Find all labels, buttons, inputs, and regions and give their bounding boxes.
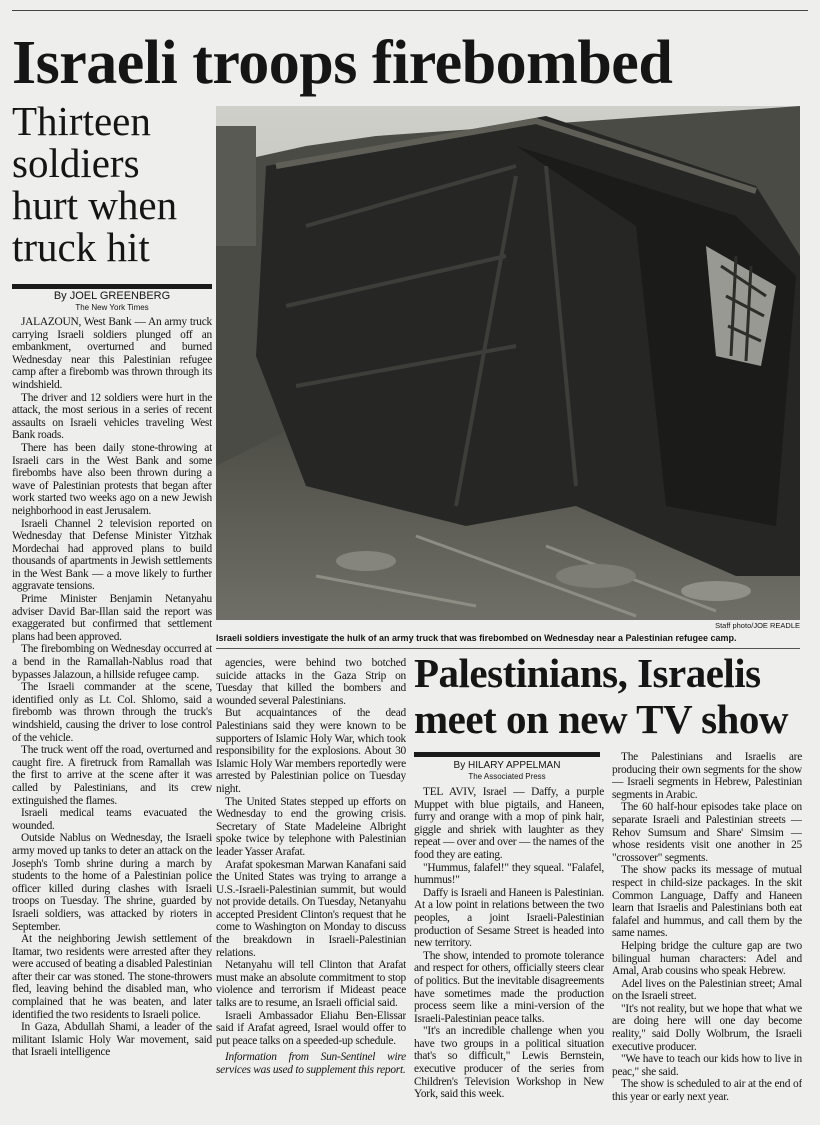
second-byline-block: [414, 759, 600, 782]
paragraph: At the neighboring Jewish settlement of Itamar, two residents were arrested after they were accused of beating a disabled Palestinian after their car was stoned. The stone-throwers fled, leaving behind the disabled man, who complained that he was beaten, and later identified the two residents to Israeli police.: [12, 933, 212, 1021]
wire-services-note: Information from Sun-Sentinel wire services was used to supplement this report.: [216, 1051, 406, 1076]
paragraph: Israeli Channel 2 television reported on Wednesday that Defense Minister Yitzhak Mordechai had approved plans to build thousands of apartments in Jewish settlements in the West Bank — a move likely to further aggravate tensions.: [12, 517, 212, 593]
paragraph: In Gaza, Abdullah Shami, a leader of the militant Islamic Holy War movement, said that Israeli intelligence: [12, 1021, 212, 1059]
byline-block: [12, 289, 212, 313]
paragraph: "Hummus, falafel!" they squeal. "Falafel, hummus!": [414, 861, 604, 887]
main-headline: Israeli troops firebombed: [12, 29, 673, 97]
caption-rule: [216, 648, 800, 649]
paragraph: JALAZOUN, West Bank — An army truck carrying Israeli soldiers plunged off an embankment, overturned and burned Wednesday near this Palestinian refugee camp after a firebomb was thrown through its windshield.: [12, 316, 212, 391]
second-byline-rule: [414, 752, 600, 757]
article-column-1: [12, 316, 212, 1122]
paragraph: "We have to teach our kids how to live in peac," she said.: [612, 1053, 802, 1078]
truck-photo-image: [216, 106, 800, 620]
paragraph: "It's an incredible challenge when you have two groups in a political situation that's so difficult," Lewis Bernstein, executive producer of the series from Children's Television Workshop in New York, said this week.: [414, 1025, 604, 1101]
paragraph: The 60 half-hour episodes take place on separate Israeli and Palestinian streets — Rehov Sumsum and Share' Simsim — whose residents visit one another in 25 "crossover" segments.: [612, 801, 802, 864]
paragraph: The firebombing on Wednesday occurred at a bend in the Ramallah-Nablus road that bypasses Jalazoun, a hillside refugee camp.: [12, 643, 212, 681]
paragraph: The Palestinians and Israelis are producing their own segments for the show — Israeli segments in Hebrew, Palestinian segments in Arabic.: [612, 751, 802, 801]
article-column-2: [216, 657, 406, 1117]
photo-caption: Israeli soldiers investigate the hulk of an army truck that was firebombed on Wednesday near a Palestinian refugee camp.: [216, 633, 737, 643]
second-byline-agency: The Associated Press: [468, 772, 546, 781]
paragraph: TEL AVIV, Israel — Daffy, a purple Muppet with blue pigtails, and Haneen, furry and orange with a mop of pink hair, giggle and shriek with laughter as they repeat — over and over — the names of the food they are eating.: [414, 786, 604, 861]
paragraph: Adel lives on the Palestinian street; Amal on the Israeli street.: [612, 977, 802, 1003]
second-headline: Palestinians, Israelis meet on new TV show: [414, 650, 788, 742]
paragraph: Arafat spokesman Marwan Kanafani said the United States was trying to arrange a U.S.-Israeli-Palestinian summit, but would not provide details. On Tuesday, Netanyahu accepted President Clinton's request that he come to Washington on Monday to discuss the breakdown in Israeli-Palestinian relations.: [216, 858, 406, 959]
byline-agency: The New York Times: [75, 303, 149, 312]
paragraph: The driver and 12 soldiers were hurt in the attack, the most serious in a series of recent assaults on Israeli vehicles traveling West Bank roads.: [12, 391, 212, 442]
top-rule: [12, 10, 808, 11]
paragraph: Prime Minister Benjamin Netanyahu adviser David Bar-Illan said the report was exaggerated but confirmed that settlement plans had been approved.: [12, 593, 212, 643]
paragraph: The show, intended to promote tolerance and respect for others, officially steers clear of politics. But the inevitable disagreements have sometimes made the production process seem like a mini-version of the Israeli-Palestinian peace talks.: [414, 949, 604, 1025]
article-column-3: [414, 786, 604, 1121]
paragraph: The truck went off the road, overturned and caught fire. A firetruck from Ramallah was the first to arrive at the scene after it was called by Palestinians, and its crew extinguished the flames.: [12, 744, 212, 807]
paragraph: Israeli Ambassador Eliahu Ben-Elissar said if Arafat agreed, Israel would offer to put peace talks on a speeded-up schedule.: [216, 1009, 406, 1047]
photo-credit: Staff photo/JOE READLE: [715, 621, 800, 630]
paragraph: Israeli medical teams evacuated the wounded.: [12, 807, 212, 832]
paragraph: Outside Nablus on Wednesday, the Israeli army moved up tanks to deter an attack on the Joseph's Tomb shrine during a march by students to the home of a Palestinian police officer killed during clashes with Israeli troops on Tuesday. The shrine, guarded by Israeli soldiers, was attacked by rioters in September.: [12, 832, 212, 933]
paragraph: The Israeli commander at the scene, identified only as Lt. Col. Shlomo, said a firebomb was thrown through the truck's windshield, causing the driver to lose control of the vehicle.: [12, 681, 212, 744]
article-column-4: [612, 751, 802, 1121]
paragraph: Netanyahu will tell Clinton that Arafat must make an absolute commitment to stop violence and terrorism if Mideast peace talks are to resume, an Israeli official said.: [216, 959, 406, 1010]
paragraph: Helping bridge the culture gap are two bilingual human characters: Adel and Amal, Arab cousins who speak Hebrew.: [612, 939, 802, 978]
paragraph: The show packs its message of mutual respect in child-size packages. In the skit Common Language, Daffy and Haneen learn that Israelis and Palestinians both eat falafel and hummus, and call them by the same names.: [612, 864, 802, 940]
paragraph: "It's not reality, but we hope that what we are doing here will one day become reality," said Dolly Wolbrum, the Israeli executive producer.: [612, 1002, 802, 1053]
paragraph: agencies, were behind two botched suicide attacks in the Gaza Strip on Tuesday that killed the bombers and wounded several Palestinians.: [216, 657, 406, 707]
news-photo: [216, 106, 800, 620]
byline-name: By JOEL GREENBERG: [53, 290, 171, 302]
paragraph: There has been daily stone-throwing at Israeli cars in the West Bank and some firebombs have also been thrown during a wave of Palestinian protests that began after work started two weeks ago on a new Jewish neighborhood in east Jerusalem.: [12, 441, 212, 517]
second-byline-name: By HILARY APPELMAN: [453, 760, 561, 771]
sub-headline: Thirteen soldiers hurt when truck hit: [12, 98, 178, 270]
paragraph: But acquaintances of the dead Palestinians said they were known to be supporters of Islamic Holy War, which took responsibility for the explosions. About 30 Islamic Holy War members reportedly were arrested by Palestinian police on Tuesday night.: [216, 707, 406, 795]
paragraph: The United States stepped up efforts on Wednesday to end the growing crisis. Secretary of State Madeleine Albright spoke twice by telephone with Palestinian leader Yasser Arafat.: [216, 795, 406, 858]
paragraph: The show is scheduled to air at the end of this year or early next year.: [612, 1078, 802, 1104]
paragraph: Daffy is Israeli and Haneen is Palestinian. At a low point in relations between the two peoples, a joint Israeli-Palestinian production of Sesame Street is headed into new territory.: [414, 886, 604, 950]
